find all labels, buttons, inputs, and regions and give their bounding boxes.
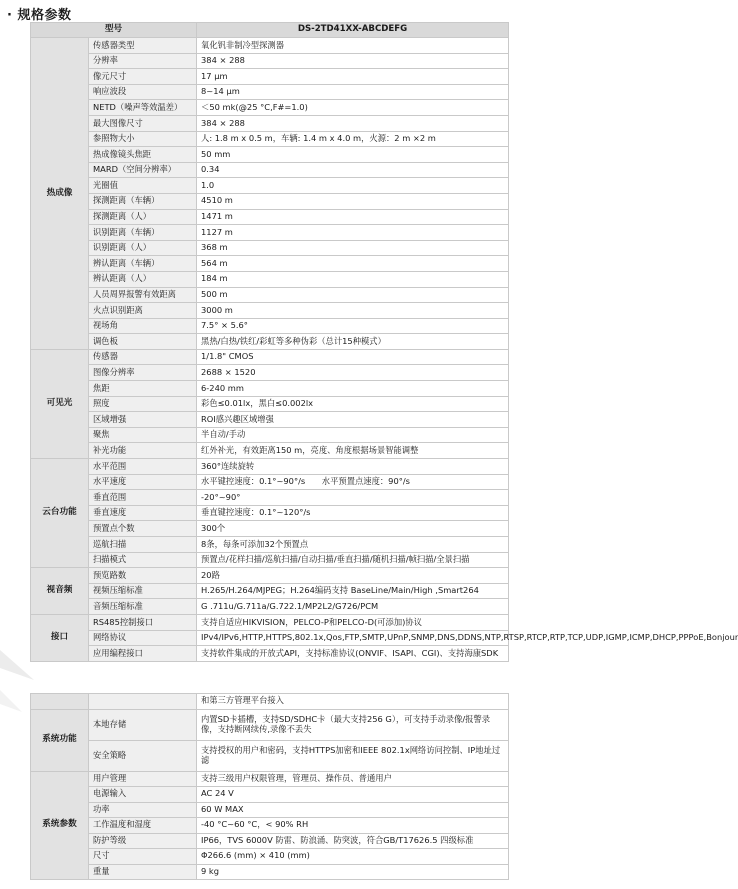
spec-key: 探测距离（车辆） xyxy=(89,193,197,209)
spec-table-system xyxy=(30,693,509,880)
table-row xyxy=(31,818,509,834)
spec-value: 368 m xyxy=(197,240,509,256)
spec-key: 音频压缩标准 xyxy=(89,599,197,615)
spec-value: 和第三方管理平台接入 xyxy=(197,694,509,710)
spec-value: 60 W MAX xyxy=(197,802,509,818)
spec-key: 参照物大小 xyxy=(89,131,197,147)
table-row xyxy=(31,225,509,241)
spec-value: 支持软件集成的开放式API，支持标准协议(ONVIF、ISAPI、CGI)、支持海康SDK xyxy=(197,646,509,662)
spec-value: 20路 xyxy=(197,568,509,584)
spec-value: 氧化钒非制冷型探测器 xyxy=(197,38,509,54)
spec-key: 传感器 xyxy=(89,349,197,365)
table-row xyxy=(31,84,509,100)
table-row xyxy=(31,552,509,568)
table-row xyxy=(31,162,509,178)
spec-value: 500 m xyxy=(197,287,509,303)
spec-value: 384 × 288 xyxy=(197,53,509,69)
spec-value: ＜50 mk(@25 °C,F#=1.0) xyxy=(197,100,509,116)
table-row xyxy=(31,100,509,116)
table-row xyxy=(31,147,509,163)
spec-value: 50 mm xyxy=(197,147,509,163)
model-label: 型号 xyxy=(31,23,197,38)
group-label: 视音频 xyxy=(31,568,89,615)
spec-value: AC 24 V xyxy=(197,787,509,803)
spec-key: 电源输入 xyxy=(89,787,197,803)
table-row xyxy=(31,115,509,131)
spec-value: 1471 m xyxy=(197,209,509,225)
spec-key: 识别距离（车辆） xyxy=(89,225,197,241)
spec-value: 黑热/白热/铁红/彩虹等多种伪彩（总计15种模式） xyxy=(197,334,509,350)
spec-key: 功率 xyxy=(89,802,197,818)
spec-value: Φ266.6 (mm) × 410 (mm) xyxy=(197,849,509,865)
spec-key: 垂直速度 xyxy=(89,505,197,521)
spec-key: 响应波段 xyxy=(89,84,197,100)
spec-key: 重量 xyxy=(89,864,197,880)
table-row xyxy=(31,459,509,475)
spec-value: 2688 × 1520 xyxy=(197,365,509,381)
spec-table-main xyxy=(30,22,738,662)
table-row xyxy=(31,209,509,225)
spec-value: 3000 m xyxy=(197,303,509,319)
table-row xyxy=(31,568,509,584)
group-label: 可见光 xyxy=(31,349,89,458)
table-row xyxy=(31,646,509,662)
table-row xyxy=(31,53,509,69)
table-row xyxy=(31,583,509,599)
table-row xyxy=(31,193,509,209)
spec-key: MARD（空间分辨率） xyxy=(89,162,197,178)
spec-key: 照度 xyxy=(89,396,197,412)
spec-value: 360°连续旋转 xyxy=(197,459,509,475)
spec-key: 工作温度和湿度 xyxy=(89,818,197,834)
spec-key: 巡航扫描 xyxy=(89,537,197,553)
spec-value: -20°~90° xyxy=(197,490,509,506)
table-row xyxy=(31,131,509,147)
table-row xyxy=(31,787,509,803)
spec-key: 热成像镜头焦距 xyxy=(89,147,197,163)
spec-key: 像元尺寸 xyxy=(89,69,197,85)
spec-key: 视场角 xyxy=(89,318,197,334)
spec-key: 识别距离（人） xyxy=(89,240,197,256)
table-row xyxy=(31,69,509,85)
table-row xyxy=(31,537,509,553)
spec-value: 预置点/花样扫描/巡航扫描/自动扫描/垂直扫描/随机扫描/帧扫描/全景扫描 xyxy=(197,552,509,568)
spec-key: 图像分辨率 xyxy=(89,365,197,381)
spec-key: 视频压缩标准 xyxy=(89,583,197,599)
model-value: DS-2TD41XX-ABCDEFG xyxy=(197,23,509,38)
group-label: 云台功能 xyxy=(31,459,89,568)
spec-key: 本地存储 xyxy=(89,709,197,740)
spec-value: 17 μm xyxy=(197,69,509,85)
spec-key: 安全策略 xyxy=(89,740,197,771)
table-row xyxy=(31,287,509,303)
table-row xyxy=(31,490,509,506)
table-row xyxy=(31,427,509,443)
table-row xyxy=(31,365,509,381)
spec-key: 焦距 xyxy=(89,381,197,397)
page-title: · 规格参数 xyxy=(7,8,72,23)
table-row xyxy=(31,443,509,459)
spec-key: 最大图像尺寸 xyxy=(89,115,197,131)
spec-value: 水平键控速度：0.1°~90°/s 水平预置点速度：90°/s xyxy=(197,474,509,490)
table-row xyxy=(31,630,509,646)
spec-key: 区域增强 xyxy=(89,412,197,428)
table-row xyxy=(31,740,509,771)
spec-value: 内置SD卡插槽，支持SD/SDHC卡（最大支持256 G），可支持手动录像/报警录像，支持断网续传,录像不丢失 xyxy=(197,709,509,740)
spec-value: 彩色≤0.01lx，黑白≤0.002lx xyxy=(197,396,509,412)
table-row xyxy=(31,318,509,334)
table-row xyxy=(31,256,509,272)
spec-key: 防护等级 xyxy=(89,833,197,849)
table-row xyxy=(31,505,509,521)
spec-value: 9 kg xyxy=(197,864,509,880)
spec-key: 水平速度 xyxy=(89,474,197,490)
spec-value: 半自动/手动 xyxy=(197,427,509,443)
spec-key: 应用编程接口 xyxy=(89,646,197,662)
spec-value: 8~14 μm xyxy=(197,84,509,100)
spec-value: 8条，每条可添加32个预置点 xyxy=(197,537,509,553)
spec-key: 水平范围 xyxy=(89,459,197,475)
table-row xyxy=(31,521,509,537)
spec-key: 传感器类型 xyxy=(89,38,197,54)
spec-key-empty xyxy=(89,694,197,710)
spec-key: 用户管理 xyxy=(89,771,197,787)
table-row xyxy=(31,709,509,740)
spec-key: 探测距离（人） xyxy=(89,209,197,225)
spec-key: 补光功能 xyxy=(89,443,197,459)
spec-key: 人员周界报警有效距离 xyxy=(89,287,197,303)
spec-key: 聚焦 xyxy=(89,427,197,443)
table-row xyxy=(31,396,509,412)
spec-value: 垂直键控速度：0.1°~120°/s xyxy=(197,505,509,521)
spec-key: 网络协议 xyxy=(89,630,197,646)
spec-value: H.265/H.264/MJPEG；H.264编码支持 BaseLine/Main/High ,Smart264 xyxy=(197,583,509,599)
spec-value: 红外补光，有效距离150 m，亮度、角度根据场景智能调整 xyxy=(197,443,509,459)
spec-value: 人: 1.8 m x 0.5 m，车辆: 1.4 m x 4.0 m，火源：2 m ×2 m xyxy=(197,131,509,147)
spec-value: 184 m xyxy=(197,271,509,287)
spec-value: 支持自适应HIKVISION，PELCO-P和PELCO-D(可添加)协议 xyxy=(197,614,509,630)
spec-key: 调色板 xyxy=(89,334,197,350)
table-row xyxy=(31,271,509,287)
spec-key: RS485控制接口 xyxy=(89,614,197,630)
table-row xyxy=(31,802,509,818)
spec-value: 1.0 xyxy=(197,178,509,194)
spec-key: 预置点个数 xyxy=(89,521,197,537)
table-row xyxy=(31,694,509,710)
spec-value: G .711u/G.711a/G.722.1/MP2L2/G726/PCM xyxy=(197,599,509,615)
spec-value: 300个 xyxy=(197,521,509,537)
group-label: 接口 xyxy=(31,614,89,661)
table-header-row xyxy=(31,23,509,38)
table-gap xyxy=(30,682,508,692)
spec-value: 1/1.8" CMOS xyxy=(197,349,509,365)
spec-key: 辨认距离（人） xyxy=(89,271,197,287)
spec-value: 564 m xyxy=(197,256,509,272)
spec-value: IP66，TVS 6000V 防雷、防浪涌、防突波，符合GB/T17626.5 四级标准 xyxy=(197,833,509,849)
spec-value: IPv4/IPv6,HTTP,HTTPS,802.1x,Qos,FTP,SMTP,UPnP,SNMP,DNS,DDNS,NTP,RTSP,RTCP,RTP,TCP,UDP,IGMP,ICMP,DHCP,PPPoE,Bonjour xyxy=(197,630,509,646)
table-row xyxy=(31,240,509,256)
spec-key: 尺寸 xyxy=(89,849,197,865)
spec-value: ROI感兴趣区域增强 xyxy=(197,412,509,428)
table-row xyxy=(31,614,509,630)
table-row xyxy=(31,334,509,350)
table-row xyxy=(31,303,509,319)
spec-key: 预览路数 xyxy=(89,568,197,584)
table-row xyxy=(31,599,509,615)
group-label: 系统参数 xyxy=(31,771,89,880)
table-row xyxy=(31,412,509,428)
spec-value: 7.5° × 5.6° xyxy=(197,318,509,334)
spec-value: -40 °C~60 °C，< 90% RH xyxy=(197,818,509,834)
spec-key: NETD（噪声等效温差） xyxy=(89,100,197,116)
table-row xyxy=(31,349,509,365)
group-label: 热成像 xyxy=(31,38,89,350)
spec-key: 辨认距离（车辆） xyxy=(89,256,197,272)
table-row xyxy=(31,833,509,849)
spec-value: 6-240 mm xyxy=(197,381,509,397)
spec-key: 火点识别距离 xyxy=(89,303,197,319)
table-row xyxy=(31,771,509,787)
group-label: 系统功能 xyxy=(31,709,89,771)
spec-value: 0.34 xyxy=(197,162,509,178)
spec-key: 分辨率 xyxy=(89,53,197,69)
table-row xyxy=(31,381,509,397)
spec-value: 384 × 288 xyxy=(197,115,509,131)
spec-value: 4510 m xyxy=(197,193,509,209)
group-label-empty xyxy=(31,694,89,710)
table-row xyxy=(31,849,509,865)
table-row xyxy=(31,178,509,194)
spec-key: 扫描模式 xyxy=(89,552,197,568)
table-row xyxy=(31,474,509,490)
table-row xyxy=(31,864,509,880)
spec-value: 1127 m xyxy=(197,225,509,241)
table-row xyxy=(31,38,509,54)
spec-key: 垂直范围 xyxy=(89,490,197,506)
spec-key: 光圈值 xyxy=(89,178,197,194)
spec-value: 支持授权的用户和密码，支持HTTPS加密和IEEE 802.1x网络访问控制、IP地址过滤 xyxy=(197,740,509,771)
spec-value: 支持三级用户权限管理，管理员、操作员、普通用户 xyxy=(197,771,509,787)
